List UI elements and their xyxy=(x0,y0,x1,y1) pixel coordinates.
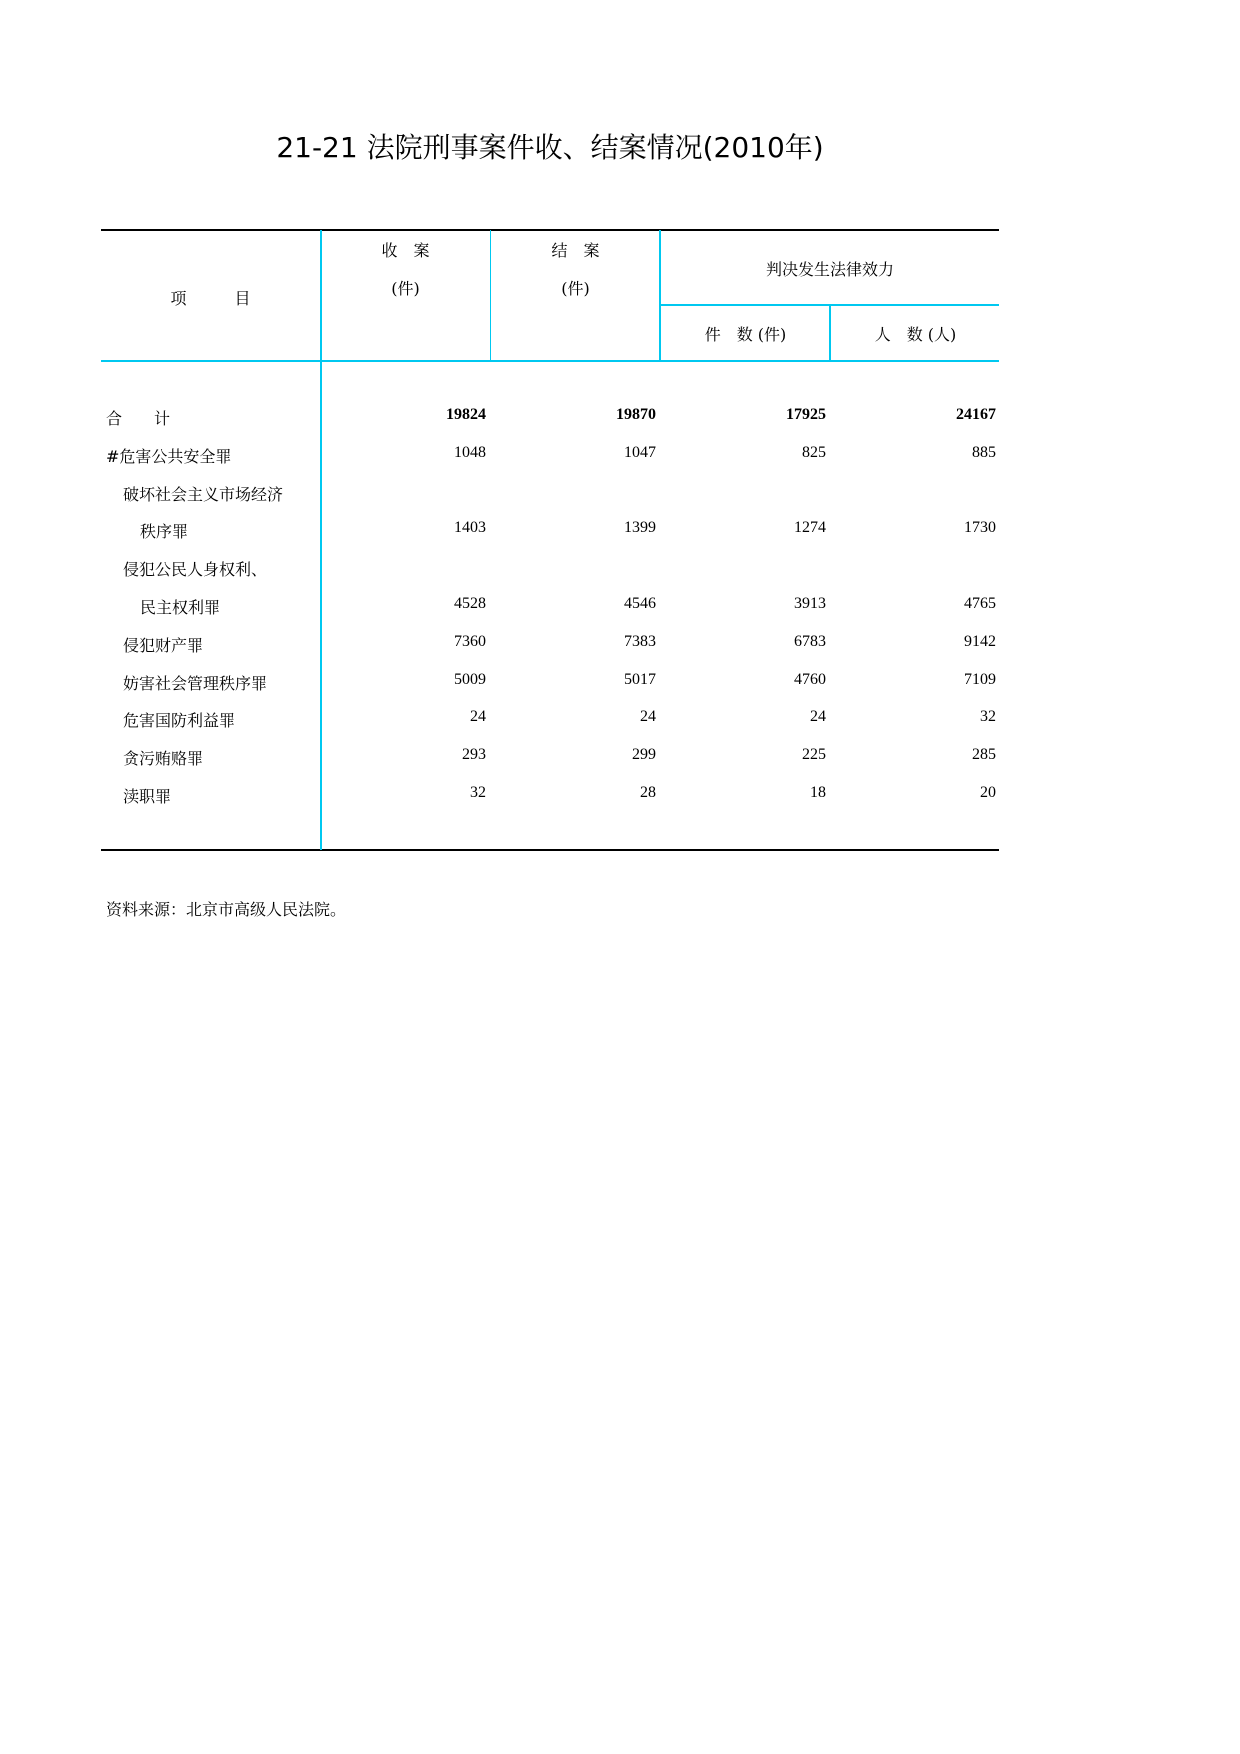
header-effective: 判决发生法律效力 xyxy=(765,260,894,279)
cell-value: 1274 xyxy=(794,519,826,537)
cell-value: 32 xyxy=(980,708,996,726)
header-item: 项 目 xyxy=(170,289,251,308)
cell-value: 1399 xyxy=(624,519,656,537)
cell-value: 299 xyxy=(632,746,656,764)
cell-value: 1048 xyxy=(454,443,486,461)
header-closed-unit: (件) xyxy=(561,279,590,298)
row-label: 贪污贿赂罪 xyxy=(123,749,204,769)
cell-value: 4546 xyxy=(624,595,656,612)
cell-value: 28 xyxy=(640,784,656,801)
row-label: 侵犯公民人身权利、 xyxy=(123,560,268,580)
cell-value: 7109 xyxy=(964,670,996,688)
row-label: 危害国防利益罪 xyxy=(123,711,236,731)
header-cases: 件 数 (件) xyxy=(704,325,787,344)
row-label: 秩序罪 xyxy=(140,522,189,542)
cell-value: 24 xyxy=(640,708,656,726)
cell-value: 225 xyxy=(802,746,826,764)
header-persons: 人 数 (人) xyxy=(874,325,957,344)
source-note: 资料来源：北京市高级人民法院。 xyxy=(106,900,347,919)
row-label: #危害公共安全罪 xyxy=(106,446,232,466)
cell-value: 1730 xyxy=(964,519,996,537)
cell-value: 24 xyxy=(470,708,486,726)
row-label: 渎职罪 xyxy=(123,787,172,806)
cell-value: 5009 xyxy=(454,670,486,688)
cell-value: 9142 xyxy=(964,632,996,650)
header-closed: 结 案 xyxy=(551,241,600,260)
cell-value: 19824 xyxy=(446,406,486,423)
cell-value: 1047 xyxy=(624,443,656,461)
cell-value: 32 xyxy=(470,784,486,801)
cell-value: 18 xyxy=(810,784,826,801)
cell-value: 20 xyxy=(980,784,996,801)
cell-value: 4760 xyxy=(794,670,826,688)
cell-value: 17925 xyxy=(786,406,826,423)
cell-value: 24167 xyxy=(956,406,996,423)
page-title: 21-21 法院刑事案件收、结案情况(2010年) xyxy=(276,131,824,164)
cell-value: 24 xyxy=(810,708,826,726)
header-bottom-rule xyxy=(101,360,999,362)
col-divider xyxy=(320,230,322,850)
cell-value: 6783 xyxy=(794,632,826,650)
top-rule xyxy=(101,229,999,231)
header-received-unit: (件) xyxy=(391,279,420,298)
cell-value: 3913 xyxy=(794,595,826,612)
cell-value: 1403 xyxy=(454,519,486,537)
cell-value: 4528 xyxy=(454,595,486,612)
cell-value: 7383 xyxy=(624,632,656,650)
row-label: 民主权利罪 xyxy=(140,598,221,617)
cell-value: 19870 xyxy=(616,406,656,423)
cell-value: 4765 xyxy=(964,595,996,612)
cell-value: 5017 xyxy=(624,670,656,688)
header-received: 收 案 xyxy=(381,241,430,260)
row-label: 侵犯财产罪 xyxy=(123,635,204,655)
cell-value: 285 xyxy=(972,746,996,764)
row-label: 妨害社会管理秩序罪 xyxy=(123,673,268,693)
cell-value: 825 xyxy=(802,443,826,461)
row-label: 合 计 xyxy=(106,409,171,428)
row-label: 破坏社会主义市场经济 xyxy=(123,484,284,504)
cell-value: 885 xyxy=(972,443,996,461)
cell-value: 293 xyxy=(462,746,486,764)
cell-value: 7360 xyxy=(454,632,486,650)
bottom-rule xyxy=(101,849,999,851)
